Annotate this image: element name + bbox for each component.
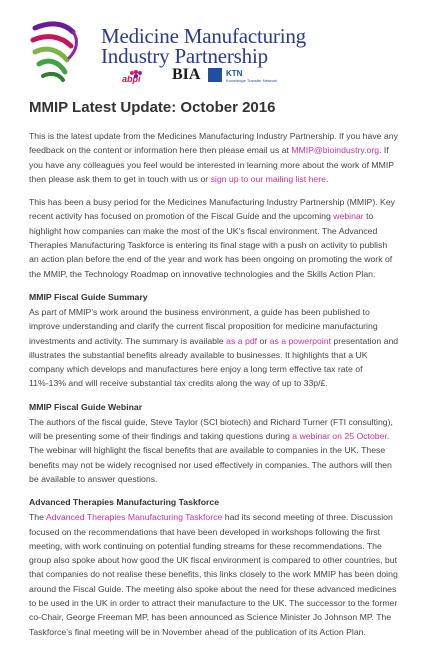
fiscal-webinar-text-1: The authors of the fiscal guide, Steve Taylor (SCI biotech) and Richard Turner (FTI consulting), will be presenting some of their findings and taking questions during — [29, 416, 393, 442]
taskforce-heading: Advanced Therapies Manufacturing Taskforce — [29, 497, 220, 508]
bia-logo: BIA — [172, 66, 201, 83]
signup-link[interactable]: sign up to our mailing list here — [210, 173, 326, 184]
intro-text-3: . — [326, 173, 329, 184]
taskforce-paragraph — [29, 510, 399, 639]
fiscal-summary-text-2: or — [257, 335, 270, 346]
fiscal-summary-text-1: As part of MMIP’s work around the business environment, a guide has been published to improve understanding and clarify the current fiscal proposition for medicine manufacturing investments and activity. The summary is available — [29, 306, 378, 346]
brand-name — [101, 26, 306, 66]
brand-line-2: Industry Partnership — [101, 44, 268, 68]
fiscal-summary-paragraph — [29, 305, 399, 391]
intro-paragraph — [29, 129, 399, 186]
mmip-helix-logo-icon — [29, 18, 91, 84]
powerpoint-link[interactable]: as a powerpoint — [269, 335, 331, 346]
header — [29, 18, 389, 88]
webinar-date-link[interactable]: a webinar on 25 October — [292, 431, 387, 442]
overview-text-1: This has been a busy period for the Medicines Manufacturing Industry Partnership (MMIP). Key recent activity has focused on promotion of the Fiscal Guide and the upcoming — [29, 197, 396, 222]
fiscal-summary-text-3: presentation and illustrates the substantial benefits already available to businesses. It highlights that a UK company which develops and manufactures here enjoy a long term effective tax rate of 11%-13% and will receive substantial tax credits along the way of up to 33p/£. — [29, 335, 399, 389]
newsletter-content — [29, 99, 399, 648]
pdf-link[interactable]: as a pdf — [226, 335, 258, 346]
fiscal-webinar-heading: MMIP Fiscal Guide Webinar — [29, 401, 143, 412]
email-link[interactable]: MMIP@bioindustry.org — [291, 145, 380, 156]
intro-text-1: This is the latest update from the Medicines Manufacturing Industry Partnership. If you have any feedback on the content or information here then please email us at — [29, 131, 398, 156]
ktn-logo: KTN — [226, 69, 243, 78]
fiscal-webinar-paragraph — [29, 415, 399, 486]
brand-line-1: Medicine Manufacturing — [101, 24, 306, 48]
overview-paragraph — [29, 195, 399, 281]
ktn-square-icon — [208, 68, 222, 82]
taskforce-text-1: The — [29, 512, 46, 523]
abpi-logo: abpi — [122, 74, 141, 84]
overview-text-2: to highlight how companies can make the most of the UK’s fiscal environment. The Advanced Therapies Manufacturing Taskforce is entering its final stage with a push on activity to publish an action plan before the end of the year and work has been ongoing on promoting the work of the MMIP, the Technology Roadmap on innovative technologies and the Skills Action Plan. — [29, 211, 393, 279]
fiscal-summary-heading: MMIP Fiscal Guide Summary — [29, 291, 148, 302]
webinar-link[interactable]: webinar — [333, 211, 364, 222]
partner-logos — [120, 66, 278, 88]
taskforce-text-2: had its second meeting of three. Discussion focused on the recommendations that have been developed in workshops following the first meeting, with work continuing on potential funding streams for these recommendations. The group also spoke about how good the UK fiscal environment is compared to other countries, but that companies do not realise these benefits, this links closely to the work MMIP has been doing around the Fiscal Guide. The meeting also spoke about the need for these advanced medicines to be used in the UK in order to attract their manufacture to the UK. The successor to the former co-Chair, George Freeman MP, has been announced as Science Minister Jo Johnson MP. The Taskforce’s final meeting will be in November ahead of the publication of its Action Plan. — [29, 512, 398, 637]
page-title: MMIP Latest Update: October 2016 — [29, 99, 276, 116]
ktn-subtitle: Knowledge Transfer Network — [226, 78, 278, 83]
taskforce-link[interactable]: Advanced Therapies Manufacturing Taskforce — [45, 512, 223, 523]
intro-text-2: . If you have any colleagues you feel would be interested in learning more about the work of MMIP then please ask them to get in touch with us or — [29, 145, 394, 184]
fiscal-webinar-text-2: . The webinar will highlight the fiscal benefits that are available to companies in the UK. These benefits may not be widely recognised nor used effectively in companies. The authors will then be available to answer questions. — [29, 431, 392, 484]
